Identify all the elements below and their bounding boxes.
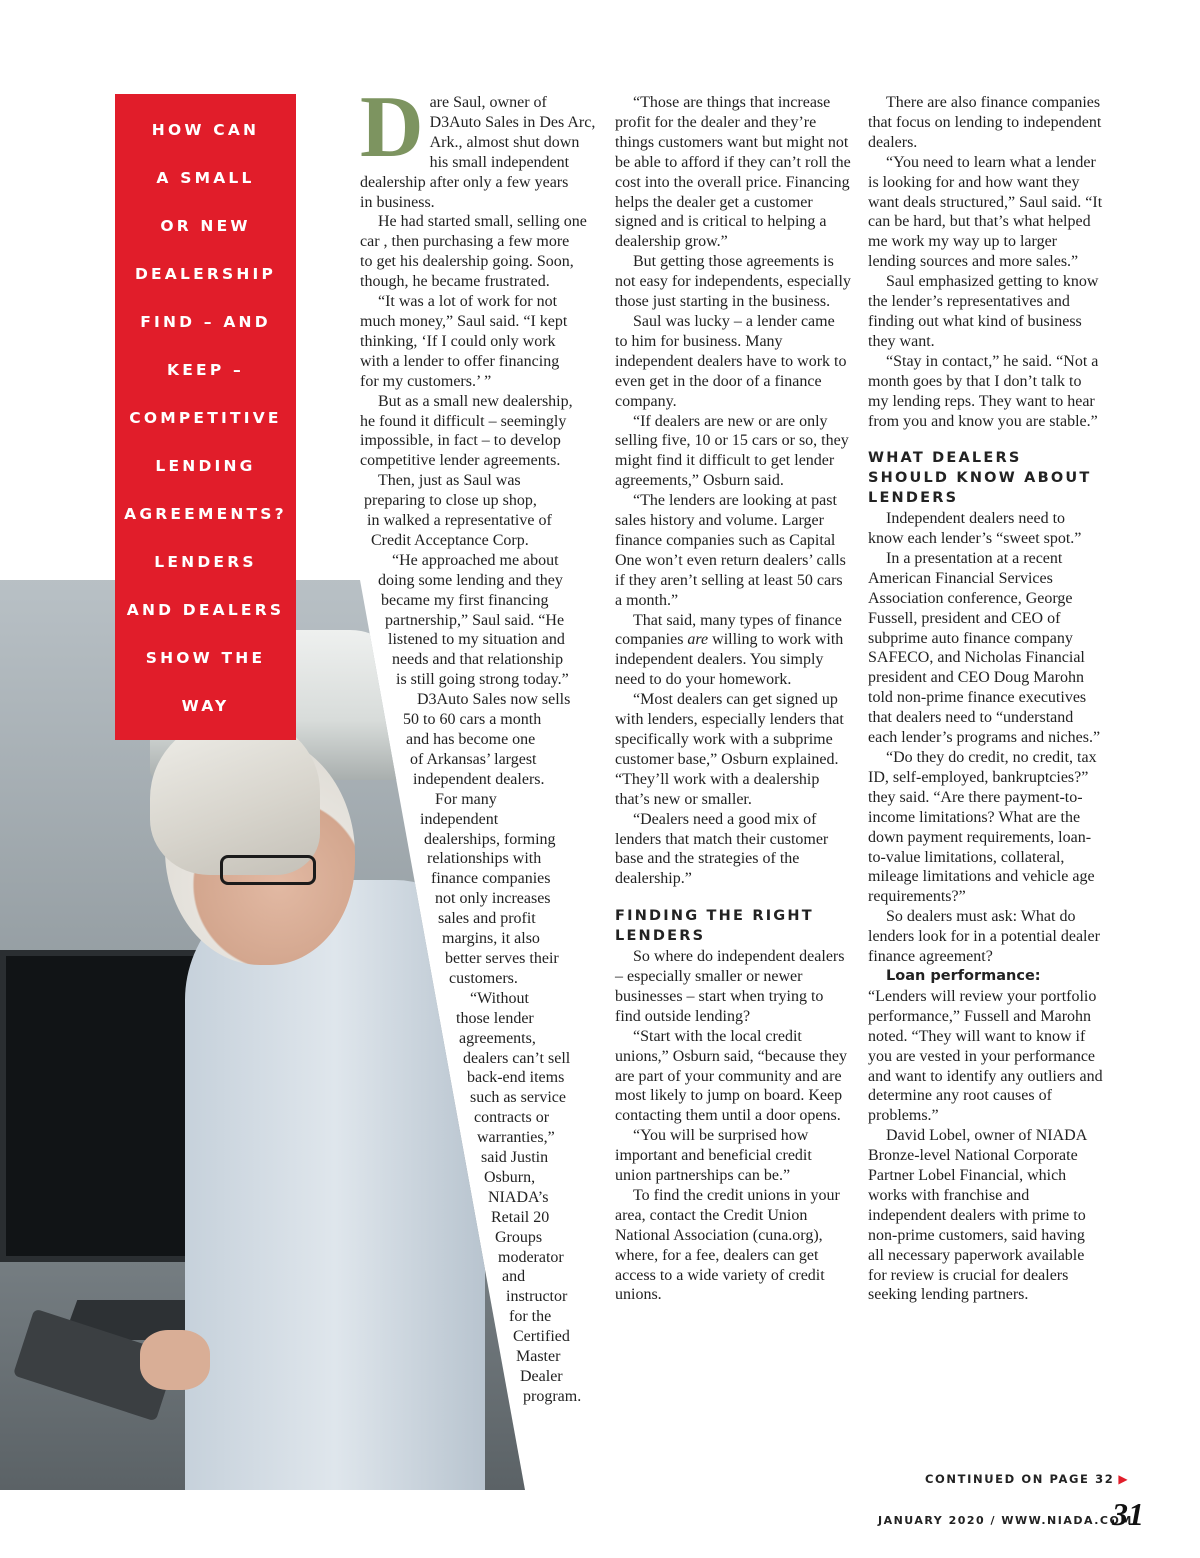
paragraph: To find the credit unions in your area, contact the Credit Union National Association (cuna.org), where, for a fee, dealers can get access to a wide variety of credit unions.: [615, 1186, 840, 1304]
article-line: listened to my situation and: [388, 631, 565, 649]
pull-quote-line: SHOW THE: [145, 649, 266, 667]
article-line: to get his dealership going. Soon,: [360, 253, 574, 271]
paragraph: “Do they do credit, no credit, tax ID, self-employed, bankruptcies?” they said. “Are there payment-to-income limitations? What are the down payment requirements, loan-to-value limitations, collateral, mileage limitations and vehicle age requirements?”: [868, 749, 1097, 906]
article-line: car , then purchasing a few more: [360, 233, 570, 251]
pull-quote-line: DEALERSHIP: [134, 265, 277, 283]
article-line: finance companies: [431, 870, 551, 888]
article-line: he found it difficult – seemingly: [360, 412, 567, 430]
article-line: moderator: [498, 1248, 564, 1266]
drop-cap: D: [360, 79, 424, 176]
article-line: and has become one: [406, 731, 536, 748]
article-line: “He approached me about: [392, 551, 559, 569]
paragraph: “You need to learn what a lender is looking for and how want they want deals structured,” Saul said. “It can be hard, but that’s what helped me work my way up to larger lending sources and more sales.”: [868, 153, 1103, 271]
article-line: much money,” Saul said. “I kept: [360, 312, 568, 330]
article-line: For many: [435, 790, 497, 808]
article-line: became my first financing: [381, 591, 549, 609]
article-line: in business.: [360, 193, 435, 211]
paragraph: “Lenders will review your portfolio performance,” Fussell and Marohn noted. “They will want to know if you are vested in your performance and want to identify any outliers and determine any root causes of problems.”: [868, 987, 1103, 1125]
pull-quote-line: OR NEW: [160, 217, 251, 235]
article-line: agreements,: [459, 1029, 536, 1047]
article-line: dealers can’t sell: [463, 1049, 571, 1067]
article-line: partnership,” Saul said. “He: [385, 611, 565, 629]
article-line: customers.: [449, 969, 518, 987]
photo-glasses: [220, 855, 316, 885]
article-line: of Arkansas’ largest: [410, 750, 537, 768]
article-line: Dealer: [520, 1368, 563, 1385]
pull-quote-line: AGREEMENTS?: [124, 505, 287, 523]
article-line: and: [502, 1268, 526, 1286]
article-line: Osburn,: [484, 1168, 536, 1186]
article-line: in walked a representative of: [367, 512, 552, 530]
article-line: those lender: [456, 1009, 534, 1027]
paragraph: Loan performance:: [886, 967, 1041, 984]
paragraph: But getting those agreements is not easy for independents, especially those just starting in the business.: [615, 253, 851, 311]
article-line: Certified: [513, 1328, 570, 1346]
article-line: contracts or: [474, 1109, 550, 1127]
article-line: Retail 20: [491, 1208, 550, 1226]
article-line: D3Auto Sales now sells: [417, 691, 571, 709]
pull-quote-line: LENDERS: [154, 553, 257, 571]
article-line: 50 to 60 cars a month: [403, 711, 542, 729]
paragraph: “If dealers are new or are only selling five, 10 or 15 cars or so, they might find it difficult to get lender agreements,” Osburn said.: [615, 412, 849, 490]
paragraph: “You will be surprised how important and beneficial credit union partnerships can be.”: [615, 1127, 812, 1185]
continued-on-link[interactable]: [925, 1472, 1129, 1486]
article-column-2: [615, 93, 851, 1305]
page-footer: JANUARY 2020 / WWW.NIADA.COM: [878, 1514, 1133, 1527]
paragraph: “The lenders are looking at past sales history and volume. Larger finance companies such as Capital One won’t even return dealers’ calls if they aren’t selling at least 50 cars a month.”: [615, 492, 846, 609]
pull-quote-line: KEEP –: [167, 361, 244, 379]
article-line: Master: [516, 1348, 561, 1366]
paragraph: “Stay in contact,” he said. “Not a month goes by that I don’t talk to my lending reps. They want to hear from you and know you are stable.”: [868, 352, 1099, 430]
article-line: his small independent: [429, 153, 570, 171]
article-line: competitive lender agreements.: [360, 452, 561, 470]
paragraph: That said, many types of finance companies are willing to work with independent dealers. You simply need to do your homework.: [615, 611, 844, 689]
pull-quote-line: FIND – AND: [140, 313, 271, 331]
paragraph: Independent dealers need to know each lender’s “sweet spot.”: [868, 510, 1082, 548]
article-line: Then, just as Saul was: [378, 472, 521, 490]
article-line: “Without: [470, 989, 529, 1007]
page-number: 31: [1112, 1496, 1144, 1532]
article-line: relationships with: [427, 850, 542, 868]
paragraph: Saul was lucky – a lender came to him for business. Many independent dealers have to work to even get in the door of a finance company.: [615, 312, 847, 410]
pull-quote-line: HOW CAN: [151, 121, 260, 139]
section-heading: FINDING THE RIGHT LENDERS: [615, 908, 814, 945]
article-line: doing some lending and they: [378, 571, 563, 589]
article-line: are Saul, owner of: [429, 94, 547, 111]
paragraph: David Lobel, owner of NIADA Bronze-level National Corporate Partner Lobel Financial, which works with franchise and independent dealers with prime to non-prime customers, said having all necessary paperwork available for review is crucial for dealers seeking lending partners.: [868, 1127, 1087, 1304]
paragraph: So dealers must ask: What do lenders look for in a potential dealer finance agreement?: [868, 908, 1100, 966]
pull-quote-text: [115, 106, 296, 730]
pull-quote-line: AND DEALERS: [126, 601, 285, 619]
pull-quote-line: COMPETITIVE: [129, 409, 282, 427]
article-column-1: [360, 79, 600, 1407]
article-line: Ark., almost shut down: [429, 133, 580, 151]
article-line: such as service: [470, 1089, 566, 1107]
article-line: independent: [420, 810, 499, 828]
article-line: sales and profit: [438, 910, 536, 928]
paragraph: In a presentation at a recent American Financial Services Association conference, George Fussell, president and CEO of subprime auto finance company SAFECO, and Nicholas Financial president and CEO Doug Marohn told non-prime finance executives that dealers need to “understand each lender’s programs and niches.”: [868, 549, 1101, 747]
article-line: impossible, in fact – to develop: [360, 432, 561, 450]
article-line: margins, it also: [442, 930, 540, 948]
article-line: back-end items: [467, 1069, 565, 1087]
article-line: Credit Acceptance Corp.: [371, 531, 529, 549]
article-line: He had started small, selling one: [378, 213, 587, 231]
article-column-3: [868, 93, 1104, 1305]
paragraph: Saul emphasized getting to know the lender’s representatives and finding out what kind of business they want.: [868, 273, 1099, 350]
paragraph: There are also finance companies that focus on lending to independent dealers.: [868, 94, 1102, 151]
article-line: for the: [509, 1308, 552, 1326]
article-line: “It was a lot of work for not: [378, 293, 558, 311]
arrow-right-icon: ▶: [1118, 1472, 1130, 1486]
article-line: warranties,”: [477, 1129, 555, 1147]
article-line: for my customers.’ ”: [360, 372, 492, 390]
article-line: dealership after only a few years: [360, 173, 569, 191]
article-line: with a lender to offer financing: [360, 352, 560, 370]
article-line: needs and that relationship: [392, 651, 564, 669]
photo-hand: [140, 1330, 210, 1390]
pull-quote-box: [115, 94, 296, 740]
pull-quote-line: WAY: [181, 697, 230, 715]
continued-label: CONTINUED ON PAGE 32: [925, 1472, 1115, 1486]
pull-quote-line: A SMALL: [156, 169, 255, 187]
section-heading: WHAT DEALERS SHOULD KNOW ABOUT LENDERS: [868, 450, 1092, 507]
paragraph: “Most dealers can get signed up with lenders, especially lenders that specifically work with a subprime customer base,” Osburn explained. “They’ll work with a dealership that’s new or smaller.: [615, 691, 844, 808]
paragraph: So where do independent dealers – especially smaller or newer businesses – start when trying to find outside lending?: [615, 948, 845, 1025]
article-line: not only increases: [435, 890, 551, 908]
article-line: said Justin: [481, 1149, 549, 1167]
article-line: instructor: [506, 1288, 568, 1306]
paragraph: “Those are things that increase profit for the dealer and they’re things customers want but might not be able to afford if they can’t roll the cost into the overall price. Financing helps the dealer get a customer signed and is critical to helping a dealership grow.”: [615, 94, 851, 251]
paragraph: “Dealers need a good mix of lenders that match their customer base and the strategies of the dealership.”: [615, 810, 829, 888]
article-line: dealerships, forming: [424, 830, 556, 848]
article-line: is still going strong today.”: [396, 671, 569, 689]
article-line: better serves their: [445, 949, 559, 967]
article-line: Groups: [495, 1228, 543, 1246]
article-line: thinking, ‘If I could only work: [360, 332, 556, 350]
article-line: D3Auto Sales in Des Arc,: [429, 113, 596, 131]
article-line: program.: [523, 1387, 582, 1405]
article-line: preparing to close up shop,: [364, 492, 537, 510]
article-line: NIADA’s: [488, 1188, 549, 1206]
article-line: though, he became frustrated.: [360, 273, 550, 291]
article-line: But as a small new dealership,: [378, 392, 573, 410]
article-line: independent dealers.: [413, 770, 545, 788]
pull-quote-line: LENDING: [155, 457, 256, 475]
paragraph: “Start with the local credit unions,” Osburn said, “because they are part of your community and are most likely to jump on board. Keep contacting them until a door opens.: [615, 1027, 847, 1125]
